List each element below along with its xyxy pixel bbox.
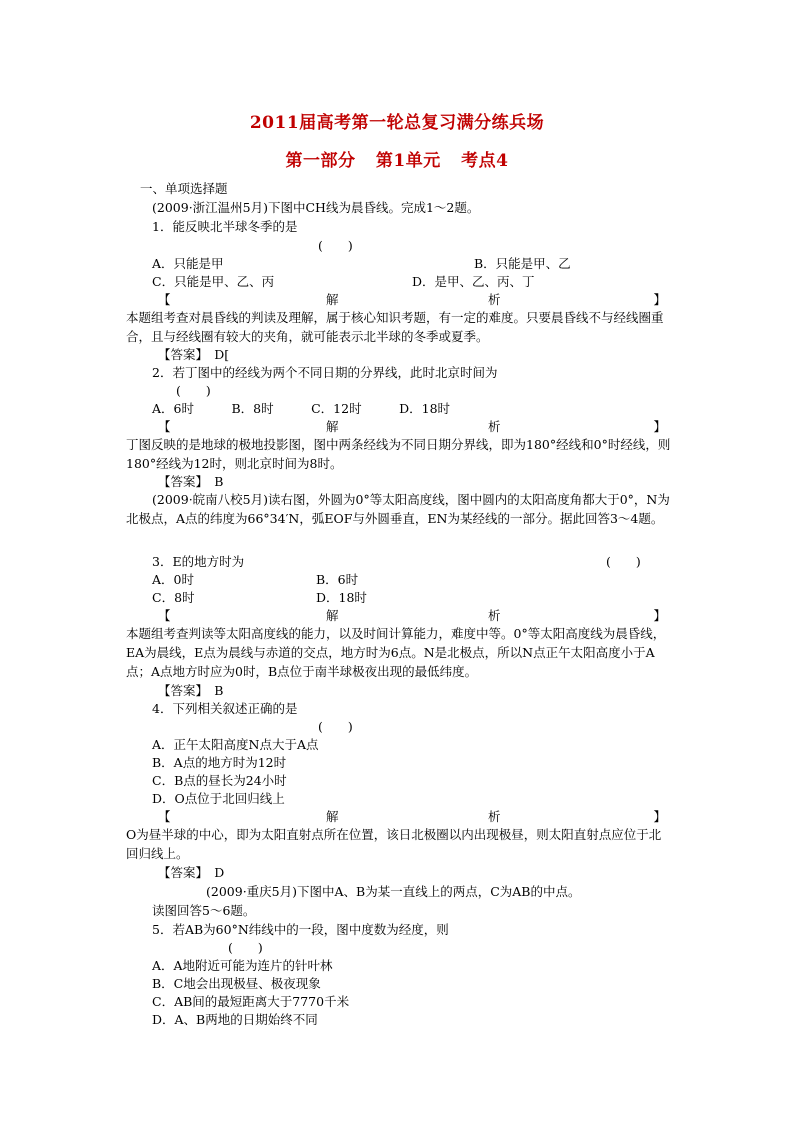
q2-options: A．6时 B．8时 C．12时 D．18时: [152, 401, 451, 416]
answer-label: 【答案】: [158, 474, 202, 489]
q5-option-a: A．A地附近可能为连片的针叶林: [152, 958, 333, 973]
q1-option-c: C．只能是甲、乙、丙: [152, 274, 275, 289]
q3-option-d: D．18时: [316, 590, 367, 605]
analysis-char-1: 解: [326, 809, 339, 824]
q3-answer: [158, 682, 223, 700]
q4-option-b: B．A点的地方时为12时: [152, 755, 287, 770]
q4-stem: 4．下列相关叙述正确的是: [152, 701, 298, 716]
section-heading: 一、单项选择题: [140, 181, 228, 196]
analysis-char-2: 析: [488, 419, 501, 434]
q3-analysis-text: 本题组考查判读等太阳高度线的能力，以及时间计算能力，难度中等。0°等太阳高度线为晨昏线，EA为晨线，E点为晨线与赤道的交点，地方时为6点。N是北极点，所以N点正午太阳高度小于A点；A点地方时应为0时，B点位于南半球极夜出现的最低纬度。: [126, 626, 666, 679]
q4-paren: ( ): [318, 719, 353, 734]
q1-option-d: D．是甲、乙、丙、丁: [412, 274, 535, 289]
q1-paren: ( ): [318, 238, 353, 253]
analysis-char-2: 析: [488, 809, 501, 824]
q3-option-b: B．6时: [316, 572, 359, 587]
answer-label: 【答案】: [158, 347, 202, 362]
q4-analysis-text: O为昼半球的中心，即为太阳直射点所在位置，该日北极圈以内出现极昼，则太阳直射点应位于北回归线上。: [126, 827, 662, 861]
page-title: 2011届高考第一轮总复习满分练兵场: [249, 113, 545, 133]
answer-value: D: [214, 865, 225, 880]
answer-label: 【答案】: [158, 683, 202, 698]
q3-option-c: C．8时: [152, 590, 195, 605]
q1-analysis-text: 本题组考查对晨昏线的判读及理解，属于核心知识考题，有一定的难度。只要晨昏线不与经线圈重合，且与经线圈有较大的夹角，就可能表示北半球的冬季或夏季。: [126, 310, 664, 344]
answer-value: B: [214, 474, 224, 489]
q1-option-b: B．只能是甲、乙: [474, 256, 571, 271]
analysis-bracket-left: 【: [158, 809, 171, 824]
q5-option-c: C．AB间的最短距离大于7770千米: [152, 994, 350, 1009]
q3-stem: 3．E的地方时为: [152, 554, 245, 569]
q2-stem: 2．若丁图中的经线为两个不同日期的分界线，此时北京时间为: [152, 365, 498, 380]
subtitle-unit: 第1单元: [375, 151, 441, 171]
analysis-bracket-right: 】: [653, 292, 666, 307]
q4-option-d: D．O点位于北回归线上: [152, 791, 285, 806]
subtitle-point: 考点4: [461, 151, 509, 171]
analysis-bracket-right: 】: [653, 419, 666, 434]
subtitle-part: 第一部分: [285, 151, 356, 171]
analysis-bracket-left: 【: [158, 608, 171, 623]
q5-paren: ( ): [228, 940, 263, 955]
answer-label: 【答案】: [158, 865, 202, 880]
analysis-char-1: 解: [326, 292, 339, 307]
q1-answer: [158, 346, 229, 364]
analysis-bracket-right: 】: [653, 608, 666, 623]
analysis-bracket-left: 【: [158, 419, 171, 434]
q1-option-a: A．只能是甲: [152, 256, 224, 271]
page-subtitle: [0, 146, 794, 171]
answer-value: B: [214, 683, 224, 698]
analysis-char-2: 析: [488, 608, 501, 623]
group-intro-1-2: (2009·浙江温州5月)下图中CH线为晨昏线。完成1～2题。: [152, 200, 480, 215]
analysis-char-1: 解: [326, 608, 339, 623]
answer-value: D[: [214, 347, 230, 362]
q4-option-a: A．正午太阳高度N点大于A点: [152, 737, 319, 752]
q1-stem: 1．能反映北半球冬季的是: [152, 219, 298, 234]
q3-option-a: A．0时: [152, 572, 194, 587]
group-intro-3-4: (2009·皖南八校5月)读右图，外圆为0°等太阳高度线，图中圆内的太阳高度角都大于0°，N为北极点，A点的纬度为66°34′N，弧EOF与外圆垂直，EN为某经线的一部分。据此回答3～4题。: [126, 492, 670, 526]
analysis-char-1: 解: [326, 419, 339, 434]
q5-stem: 5．若AB为60°N纬线中的一段，图中度数为经度，则: [152, 922, 449, 937]
q4-option-c: C．B点的昼长为24小时: [152, 773, 287, 788]
analysis-bracket-right: 】: [653, 809, 666, 824]
q2-paren: ( ): [176, 383, 211, 398]
q2-analysis-text: 丁图反映的是地球的极地投影图，图中两条经线为不同日期分界线，即为180°经线和0°时经线，则180°经线为12时，则北京时间为8时。: [126, 437, 671, 471]
group-intro-5-6: (2009·重庆5月)下图中A、B为某一直线上的两点，C为AB的中点。: [206, 884, 581, 899]
q2-answer: [158, 473, 223, 491]
analysis-char-2: 析: [488, 292, 501, 307]
analysis-bracket-left: 【: [158, 292, 171, 307]
group-intro-5-6-cont: 读图回答5～6题。: [152, 903, 256, 918]
q5-option-d: D．A、B两地的日期始终不同: [152, 1012, 318, 1027]
q5-option-b: B．C地会出现极昼、极夜现象: [152, 976, 321, 991]
q4-answer: [158, 864, 224, 882]
q3-paren: ( ): [606, 554, 641, 569]
